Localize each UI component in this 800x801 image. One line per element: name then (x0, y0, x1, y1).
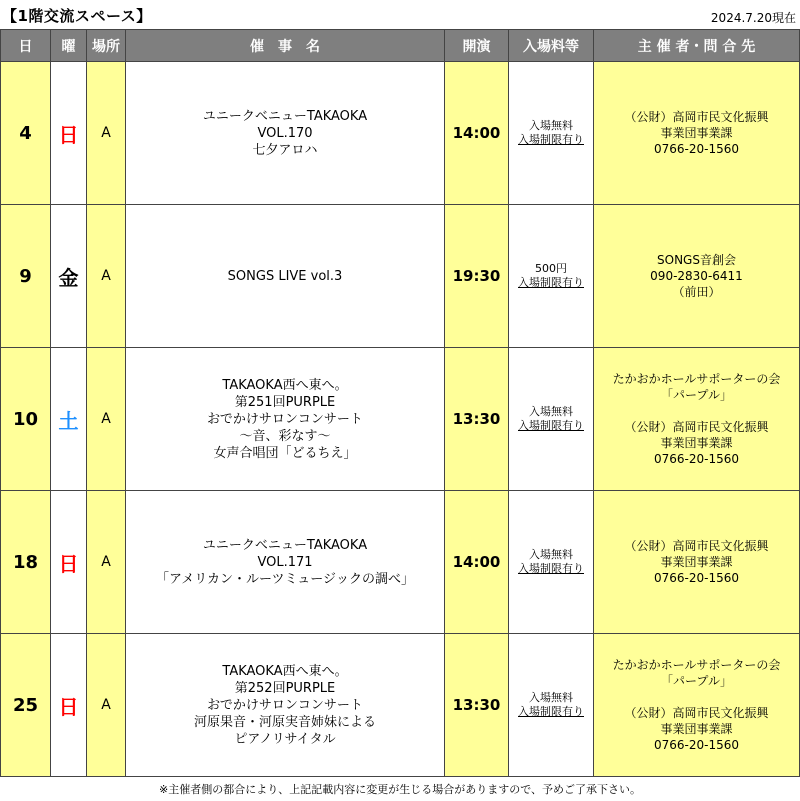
day-cell: 10 (1, 348, 51, 491)
fee-cell (509, 205, 594, 348)
col-place: 場所 (87, 30, 126, 62)
event-cell (126, 62, 445, 205)
contact-cell (594, 634, 800, 777)
event-line: SONGS LIVE vol.3 (227, 268, 343, 284)
weekday-cell: 金 (51, 205, 87, 348)
contact-line: （前田） (672, 285, 721, 299)
weekday-cell: 土 (51, 348, 87, 491)
event-line: VOL.170 (257, 125, 313, 141)
day-cell: 25 (1, 634, 51, 777)
event-cell (126, 348, 445, 491)
event-line: ピアノリサイタル (234, 731, 336, 747)
contact-cell (594, 205, 800, 348)
entry-limit-text: 入場制限有り (518, 276, 584, 289)
event-cell (126, 491, 445, 634)
contact-line: 事業団事業課 (660, 555, 733, 569)
as-of-date: 2024.7.20現在 (710, 11, 796, 25)
contact-line: たかおかホールサポーターの会 (612, 658, 781, 672)
contact-line: 0766-20-1560 (653, 738, 739, 752)
day-cell: 9 (1, 205, 51, 348)
contact-line: 「パープル」 (661, 388, 732, 402)
weekday-cell: 日 (51, 62, 87, 205)
fee-text: 入場無料 (529, 691, 573, 704)
contact-line: 0766-20-1560 (653, 452, 739, 466)
event-line: 「アメリカン・ルーツミュージックの調べ」 (155, 571, 415, 587)
entry-limit-text: 入場制限有り (518, 705, 584, 718)
contact-line: SONGS音創会 (657, 253, 736, 267)
place-cell: A (87, 205, 126, 348)
col-day: 日 (1, 30, 51, 62)
entry-limit-text: 入場制限有り (518, 419, 584, 432)
contact-line: 事業団事業課 (660, 436, 733, 450)
event-line: 第251回PURPLE (234, 394, 336, 410)
footnote: ※主催者側の都合により、上記記載内容に変更が生じる場合がありますので、予めご了承下さい。 (159, 783, 641, 796)
start-time-cell: 13:30 (445, 634, 509, 777)
weekday-cell: 日 (51, 634, 87, 777)
contact-line: 「パープル」 (661, 674, 732, 688)
contact-line: （公財）高岡市民文化振興 (624, 110, 769, 124)
header-row (1, 30, 800, 62)
table-row (1, 62, 800, 205)
table-row (1, 634, 800, 777)
event-line: ～音、彩なす～ (239, 428, 331, 444)
event-line: おでかけサロンコンサート (207, 697, 363, 713)
contact-cell (594, 491, 800, 634)
schedule-rows (1, 62, 800, 777)
contact-line: 0766-20-1560 (653, 571, 739, 585)
event-line: ユニークベニューTAKAOKA (202, 108, 368, 124)
table-row (1, 348, 800, 491)
fee-cell (509, 348, 594, 491)
contact-line: 0766-20-1560 (653, 142, 739, 156)
event-line: VOL.171 (257, 554, 313, 570)
page-header (0, 0, 800, 30)
start-time-cell: 19:30 (445, 205, 509, 348)
place-cell: A (87, 62, 126, 205)
event-line: TAKAOKA西へ東へ。 (222, 663, 348, 679)
start-time-cell: 14:00 (445, 62, 509, 205)
fee-text: 入場無料 (529, 548, 573, 561)
page-title: 【1階交流スペース】 (2, 7, 152, 25)
fee-cell (509, 491, 594, 634)
event-cell (126, 634, 445, 777)
fee-cell (509, 62, 594, 205)
event-line: おでかけサロンコンサート (207, 411, 363, 427)
event-line: 河原果音・河原実音姉妹による (193, 714, 376, 730)
entry-limit-text: 入場制限有り (518, 133, 584, 146)
place-cell: A (87, 348, 126, 491)
day-cell: 18 (1, 491, 51, 634)
schedule-table (0, 29, 800, 777)
contact-line: （公財）高岡市民文化振興 (624, 539, 769, 553)
contact-spacer (594, 403, 799, 419)
event-line: 七夕アロハ (252, 142, 318, 158)
event-line: 女声合唱団「どるちえ」 (213, 445, 357, 461)
start-time-cell: 14:00 (445, 491, 509, 634)
contact-line: （公財）高岡市民文化振興 (624, 420, 769, 434)
event-line: ユニークベニューTAKAOKA (202, 537, 368, 553)
contact-line: 事業団事業課 (660, 126, 733, 140)
table-row (1, 205, 800, 348)
contact-line: 090-2830-6411 (650, 269, 743, 283)
contact-cell (594, 348, 800, 491)
event-line: TAKAOKA西へ東へ。 (222, 377, 348, 393)
col-contact: 主 催 者・問 合 先 (594, 30, 800, 62)
col-fee: 入場料等 (509, 30, 594, 62)
entry-limit-text: 入場制限有り (518, 562, 584, 575)
contact-cell (594, 62, 800, 205)
event-cell (126, 205, 445, 348)
col-event: 催 事 名 (126, 30, 445, 62)
contact-line: 事業団事業課 (660, 722, 733, 736)
contact-spacer (594, 689, 799, 705)
contact-line: （公財）高岡市民文化振興 (624, 706, 769, 720)
fee-text: 入場無料 (529, 119, 573, 132)
weekday-cell: 日 (51, 491, 87, 634)
col-weekday: 曜 (51, 30, 87, 62)
place-cell: A (87, 634, 126, 777)
event-line: 第252回PURPLE (234, 680, 336, 696)
contact-line: たかおかホールサポーターの会 (612, 372, 781, 386)
table-row (1, 491, 800, 634)
start-time-cell: 13:30 (445, 348, 509, 491)
day-cell: 4 (1, 62, 51, 205)
col-start: 開演 (445, 30, 509, 62)
fee-cell (509, 634, 594, 777)
fee-text: 500円 (535, 262, 567, 275)
place-cell: A (87, 491, 126, 634)
fee-text: 入場無料 (529, 405, 573, 418)
